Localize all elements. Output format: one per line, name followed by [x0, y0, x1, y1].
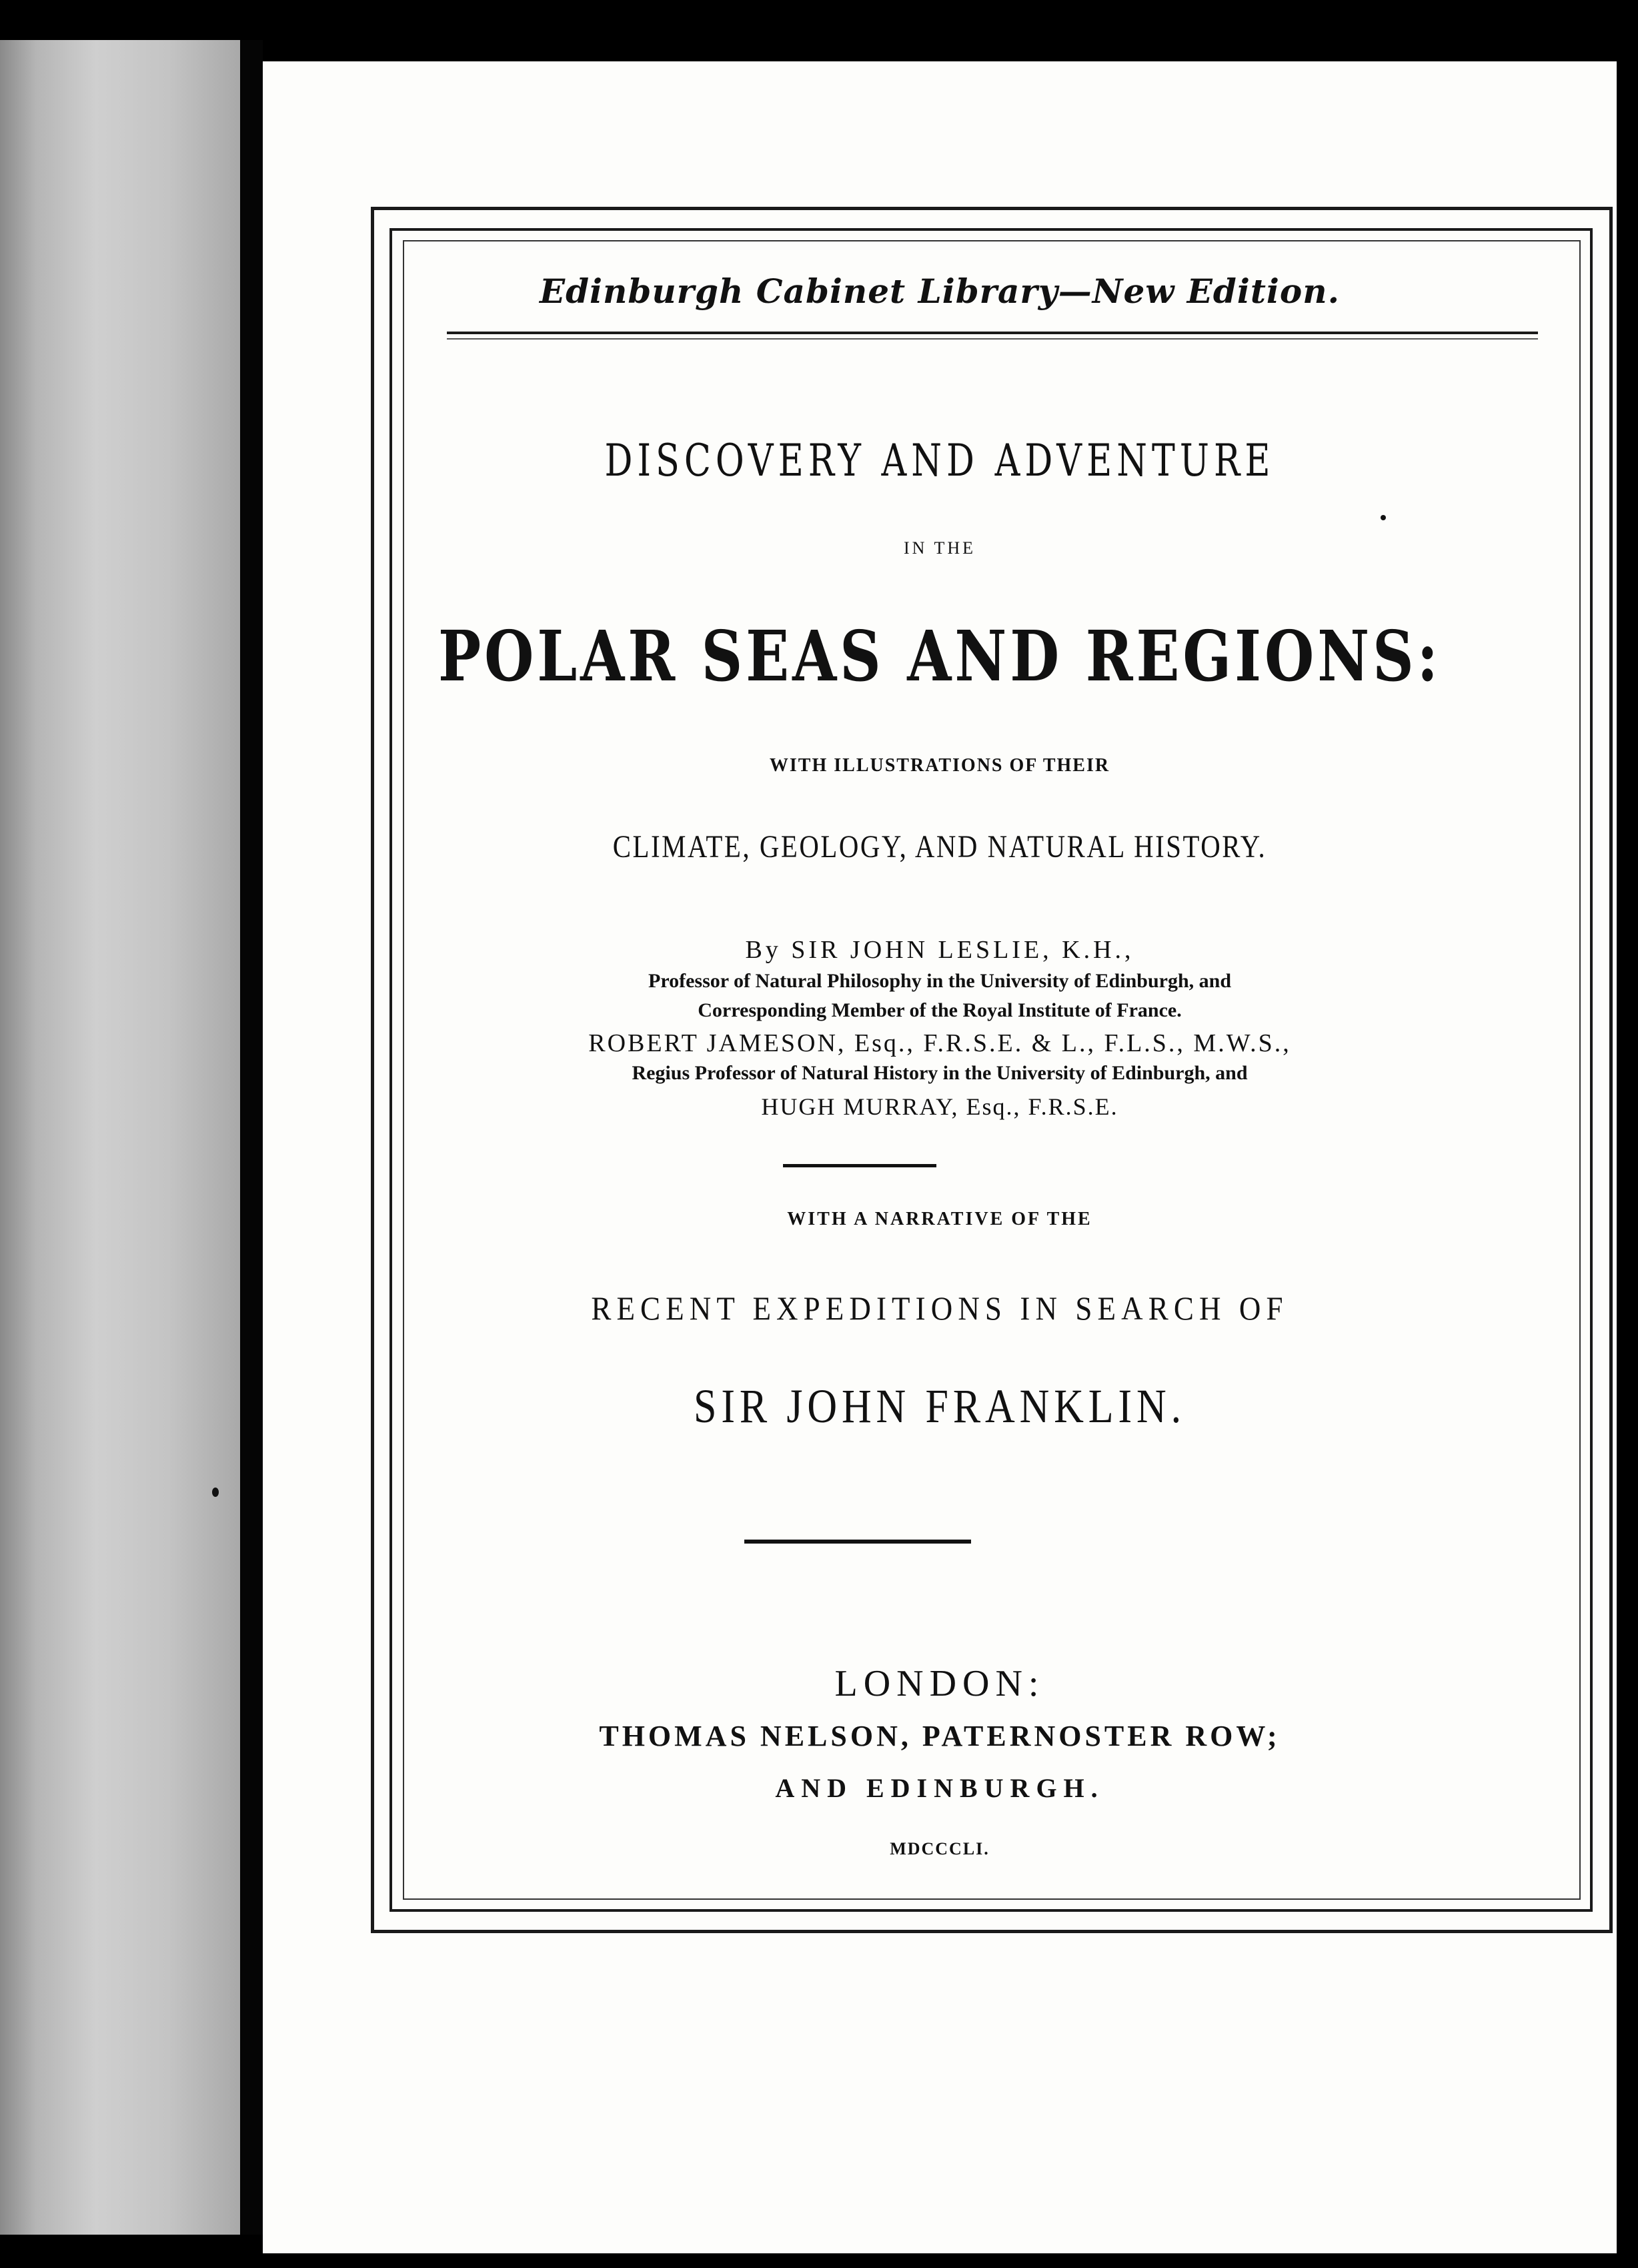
author-1-description-2: Corresponding Member of the Royal Institute of France.	[698, 999, 1182, 1021]
title-line-1: DISCOVERY AND ADVENTURE	[604, 435, 1275, 486]
series-rule	[447, 332, 1538, 334]
narrative-line-1: WITH A NARRATIVE OF THE	[787, 1209, 1092, 1229]
author-2-description: Regius Professor of Natural History in the University of Edinburgh, and	[632, 1062, 1248, 1084]
series-title: Edinburgh Cabinet Library—New Edition.	[539, 271, 1341, 311]
imprint-publisher: THOMAS NELSON, PATERNOSTER ROW;	[599, 1720, 1281, 1752]
speck	[212, 1488, 219, 1497]
imprint-city-2: AND EDINBURGH.	[775, 1773, 1104, 1803]
main-title: POLAR SEAS AND REGIONS:	[438, 615, 1441, 697]
speck	[1381, 515, 1386, 520]
title-line-2: IN THE	[903, 538, 976, 558]
author-1-name: By SIR JOHN LESLIE, K.H.,	[745, 936, 1134, 964]
binding-shadow	[240, 40, 263, 2235]
author-3-name: HUGH MURRAY, Esq., F.R.S.E.	[761, 1093, 1118, 1120]
author-2-name: ROBERT JAMESON, Esq., F.R.S.E. & L., F.L.S., M.W.S.,	[588, 1029, 1291, 1057]
divider-rule-2	[744, 1540, 971, 1544]
binding-strip	[0, 40, 240, 2235]
title-page	[263, 61, 1617, 2253]
author-1-description-1: Professor of Natural Philosophy in the University of Edinburgh, and	[648, 970, 1231, 992]
subtitle-2: CLIMATE, GEOLOGY, AND NATURAL HISTORY.	[612, 829, 1267, 865]
series-rule-fine	[447, 338, 1538, 340]
subtitle-1: WITH ILLUSTRATIONS OF THEIR	[769, 755, 1110, 776]
narrative-line-2: RECENT EXPEDITIONS IN SEARCH OF	[591, 1289, 1289, 1327]
divider-rule	[783, 1164, 936, 1167]
narrative-line-3: SIR JOHN FRANKLIN.	[694, 1379, 1186, 1433]
imprint-year: MDCCCLI.	[890, 1839, 990, 1858]
imprint-city: LONDON:	[834, 1663, 1045, 1704]
